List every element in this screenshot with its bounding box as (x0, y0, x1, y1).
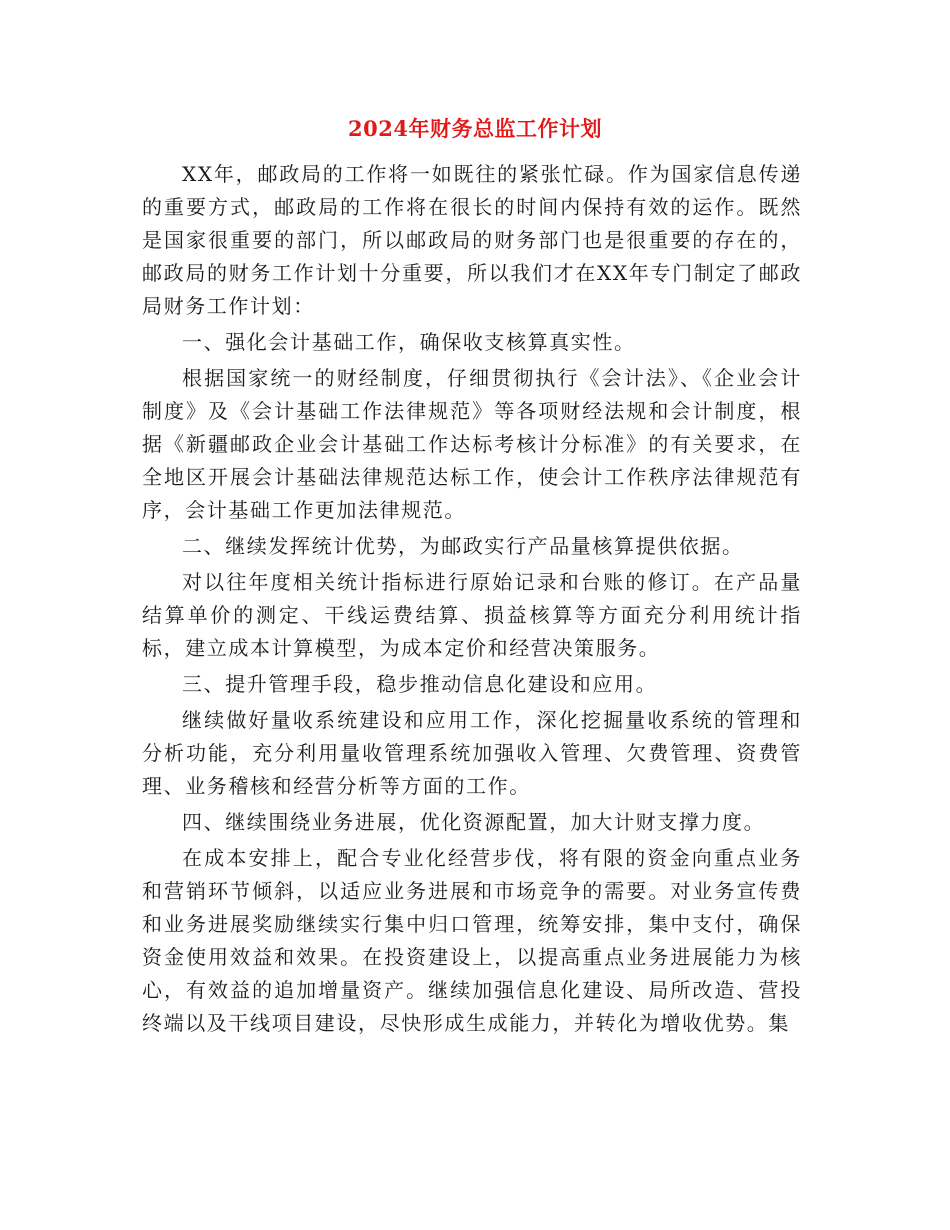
document-title: 2024年财务总监工作计划 (348, 116, 602, 141)
paragraph-2: 对以往年度相关统计指标进行原始记录和台账的修订。在产品量结算单价的测定、干线运费结算、损益核算等方面充分利用统计指标，建立成本计算模型，为成本定价和经营决策服务。 (142, 570, 802, 660)
section-heading-3: 三、提升管理手段，稳步推动信息化建设和应用。 (182, 672, 658, 696)
paragraph-1: 根据国家统一的财经制度，仔细贯彻执行《会计法》、《企业会计制度》及《会计基础工作法律规范》等各项财经法规和会计制度，根据《新疆邮政企业会计基础工作达标考核计分标准》的有关要求，在全地区开展会计基础法律规范达标工作，使会计工作秩序法律规范有序，会计基础工作更加法律规范。 (142, 366, 802, 522)
paragraph-4: 在成本安排上，配合专业化经营步伐，将有限的资金向重点业务和营销环节倾斜，以适应业务进展和市场竞争的需要。对业务宣传费和业务进展奖励继续实行集中归口管理，统筹安排，集中支付，确保资金使用效益和效果。在投资建设上，以提高重点业务进展能力为核心，有效益的追加增量资产。继续加强信息化建设、局所改造、营投终端以及干线项目建设，尽快形成生成能力，并转化为增收优势。集 (142, 846, 802, 1035)
paragraph-3: 继续做好量收系统建设和应用工作，深化挖掘量收系统的管理和分析功能，充分利用量收管理系统加强收入管理、欠费管理、资费管理、业务稽核和经营分析等方面的工作。 (142, 708, 802, 798)
section-heading-2: 二、继续发挥统计优势，为邮政实行产品量核算提供依据。 (182, 534, 744, 558)
section-heading-4: 四、继续围绕业务进展，优化资源配置，加大计财支撑力度。 (182, 810, 766, 834)
section-heading-1: 一、强化会计基础工作，确保收支核算真实性。 (182, 330, 636, 354)
paragraph-intro: XX年，邮政局的工作将一如既往的紧张忙碌。作为国家信息传递的重要方式，邮政局的工作将在很长的时间内保持有效的运作。既然是国家很重要的部门，所以邮政局的财务部门也是很重要的存在的，邮政局的财务工作计划十分重要，所以我们才在XX年专门制定了邮政局财务工作计划： (142, 162, 802, 318)
document-body (142, 158, 802, 1043)
